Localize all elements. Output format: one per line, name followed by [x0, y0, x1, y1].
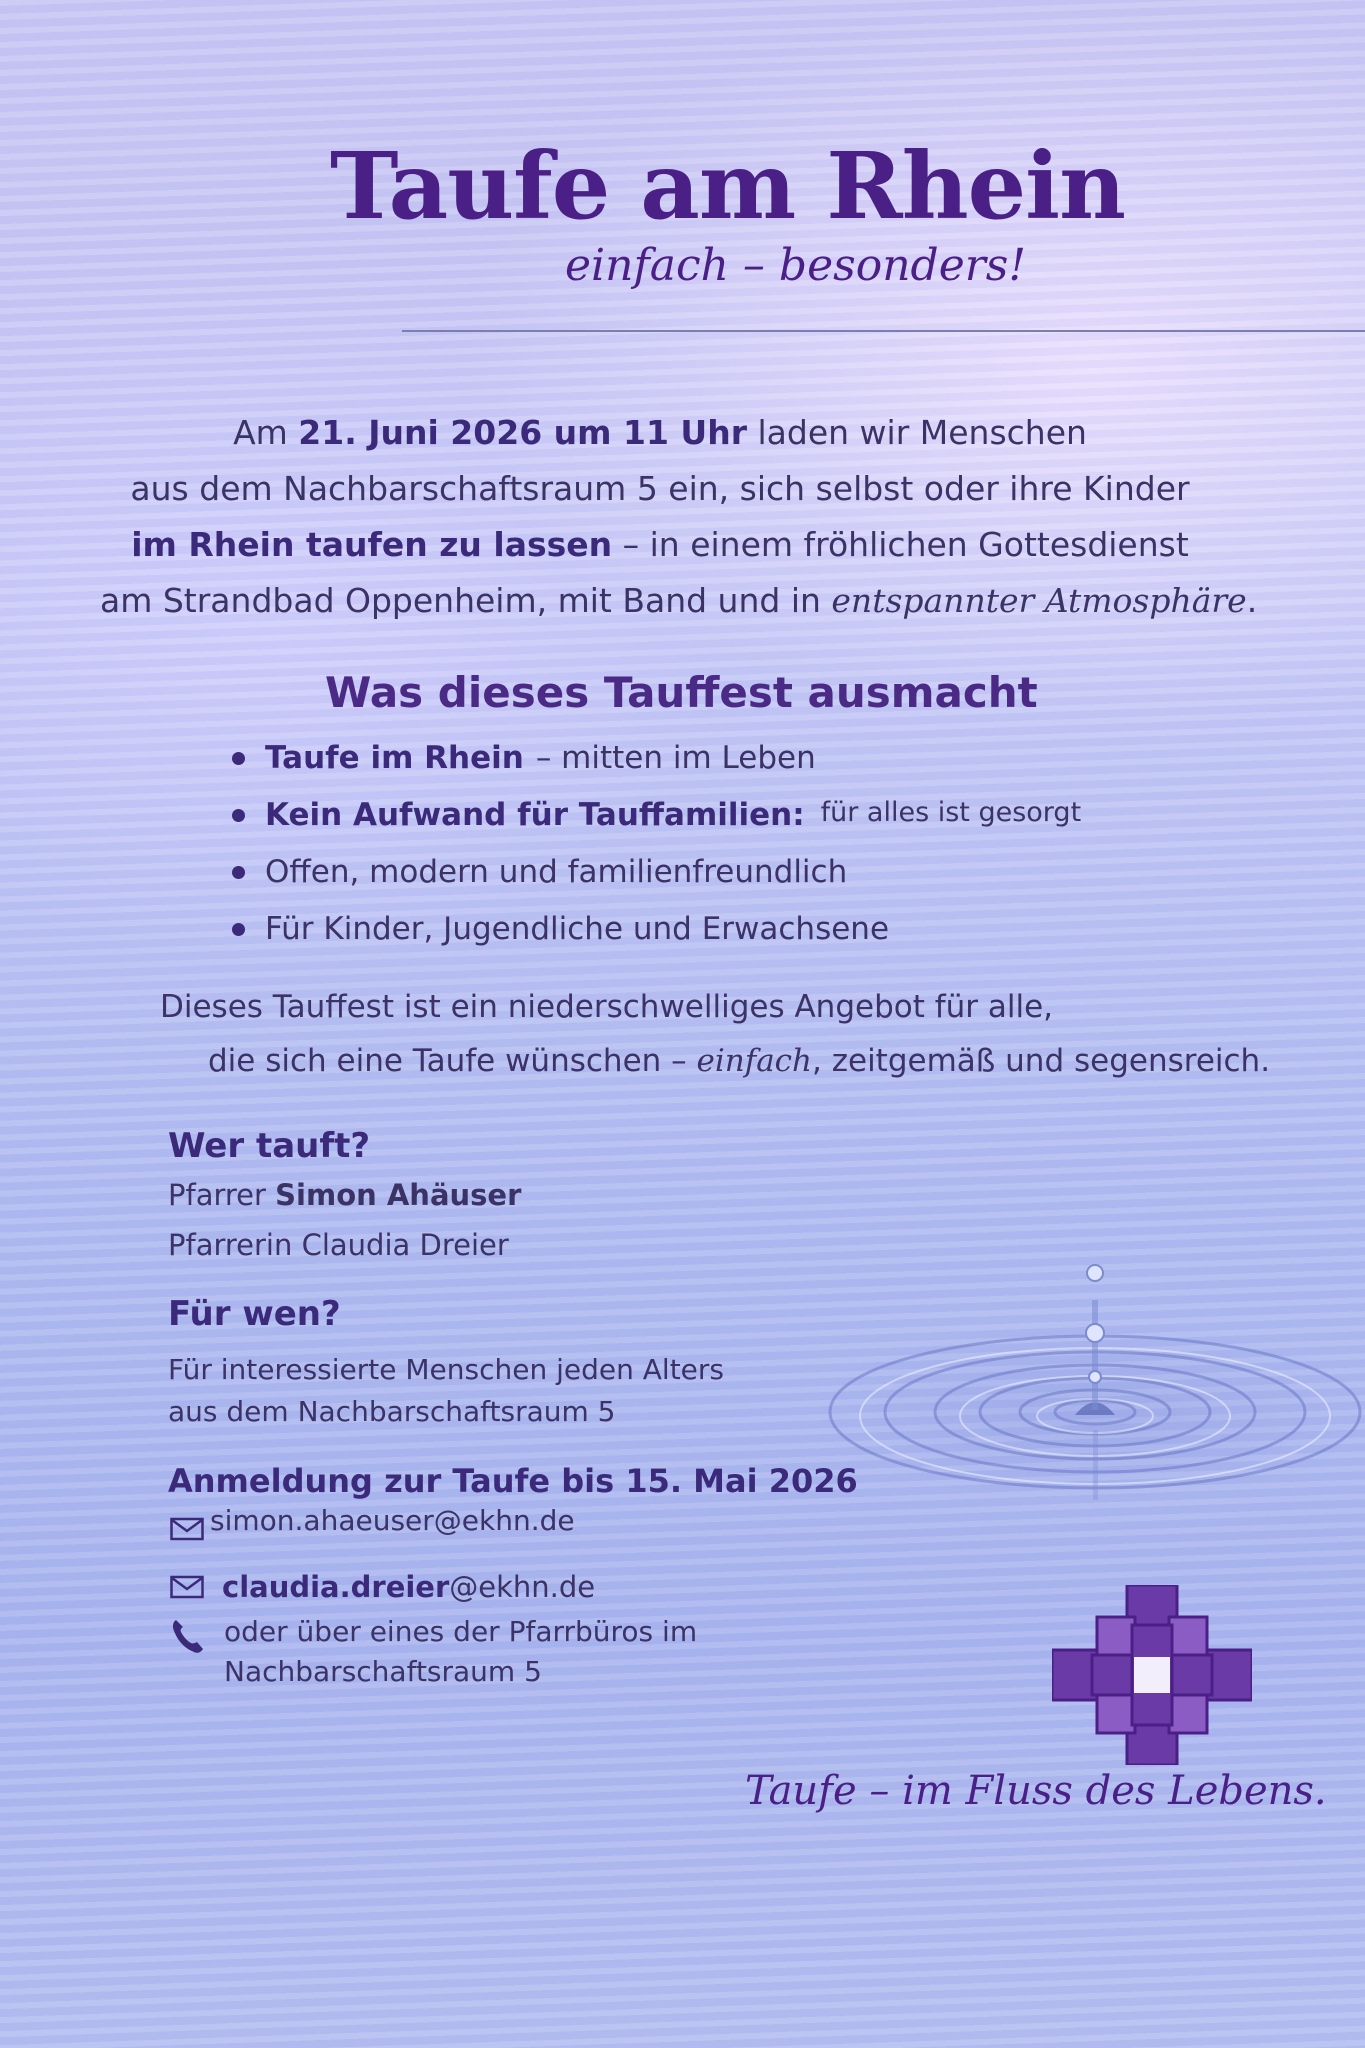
features-list	[232, 730, 1081, 958]
feature-text: Offen, modern und familienfreundlich	[265, 854, 848, 890]
email-link[interactable]	[222, 1570, 595, 1604]
offer-text: Dieses Tauffest ist ein niederschwelliges Angebot für alle,	[160, 989, 1054, 1025]
pastor-1	[168, 1178, 521, 1212]
bullet-icon	[232, 752, 245, 765]
feature-text: für alles ist gesorgt	[820, 797, 1082, 828]
feature-text: – mitten im Leben	[535, 740, 816, 776]
phone-text: oder über eines der Pfarrbüros im	[224, 1615, 698, 1648]
pastor-title: Pfarrer	[168, 1178, 276, 1212]
bullet-icon	[232, 809, 245, 822]
feature-bold: Kein Aufwand für Tauffamilien:	[265, 797, 805, 833]
intro-text: aus dem Nachbarschaftsraum 5 ein, sich selbst oder ihre Kinder	[130, 469, 1190, 508]
page-subtitle: einfach – besonders!	[565, 240, 1027, 291]
feature-text: Für Kinder, Jugendliche und Erwachsene	[265, 911, 890, 947]
phone-icon	[170, 1617, 204, 1655]
page-title: Taufe am Rhein	[330, 132, 1125, 240]
intro-text: – in einem fröhlichen Gottesdienst	[612, 525, 1189, 564]
mail-icon	[170, 1516, 204, 1542]
list-item	[232, 844, 1081, 901]
features-heading: Was dieses Tauffest ausmacht	[325, 668, 1038, 717]
list-item	[232, 901, 1081, 958]
registration-heading: Anmeldung zur Taufe bis 15. Mai 2026	[168, 1462, 858, 1500]
bullet-icon	[232, 923, 245, 936]
intro-text: laden wir Menschen	[747, 413, 1087, 452]
offer-emphasis: einfach	[696, 1043, 813, 1079]
email-domain: @ekhn.de	[449, 1570, 596, 1604]
list-item	[232, 730, 1081, 787]
cross-logo	[1052, 1585, 1252, 1765]
intro-text: .	[1246, 581, 1258, 620]
list-item	[232, 787, 1081, 844]
offer-text: , zeitgemäß und segensreich.	[812, 1043, 1271, 1079]
email-user: claudia.dreier	[222, 1570, 450, 1604]
intro-emphasis: entspannter Atmosphäre	[831, 581, 1247, 620]
offer-paragraph	[100, 980, 1271, 1088]
pastor-2: Pfarrerin Claudia Dreier	[168, 1228, 509, 1262]
for-whom-text: aus dem Nachbarschaftsraum 5	[168, 1395, 616, 1428]
for-whom-heading: Für wen?	[168, 1294, 341, 1334]
feature-bold: Taufe im Rhein	[265, 740, 524, 776]
intro-text: am Strandbad Oppenheim, mit Band und in	[100, 581, 832, 620]
offer-text: die sich eine Taufe wünschen –	[208, 1043, 697, 1079]
email-contact-1[interactable]	[170, 1504, 575, 1545]
pastor-name: Simon Ahäuser	[275, 1178, 522, 1212]
phone-text: Nachbarschaftsraum 5	[224, 1655, 542, 1688]
for-whom-text: Für interessierte Menschen jeden Alters	[168, 1353, 725, 1386]
email-contact-2[interactable]	[170, 1570, 595, 1604]
email-link[interactable]: simon.ahaeuser@ekhn.de	[210, 1504, 575, 1537]
intro-text: Am	[233, 413, 299, 452]
bullet-icon	[232, 866, 245, 879]
intro-paragraph	[100, 405, 1258, 629]
mail-icon	[170, 1574, 204, 1600]
footer-slogan: Taufe – im Fluss des Lebens.	[745, 1768, 1327, 1814]
who-heading: Wer tauft?	[168, 1126, 371, 1166]
event-date: 21. Juni 2026 um 11 Uhr	[298, 413, 747, 452]
divider	[402, 330, 1365, 332]
water-drop-ripples	[790, 1240, 1365, 1640]
intro-highlight: im Rhein taufen zu lassen	[131, 525, 613, 564]
